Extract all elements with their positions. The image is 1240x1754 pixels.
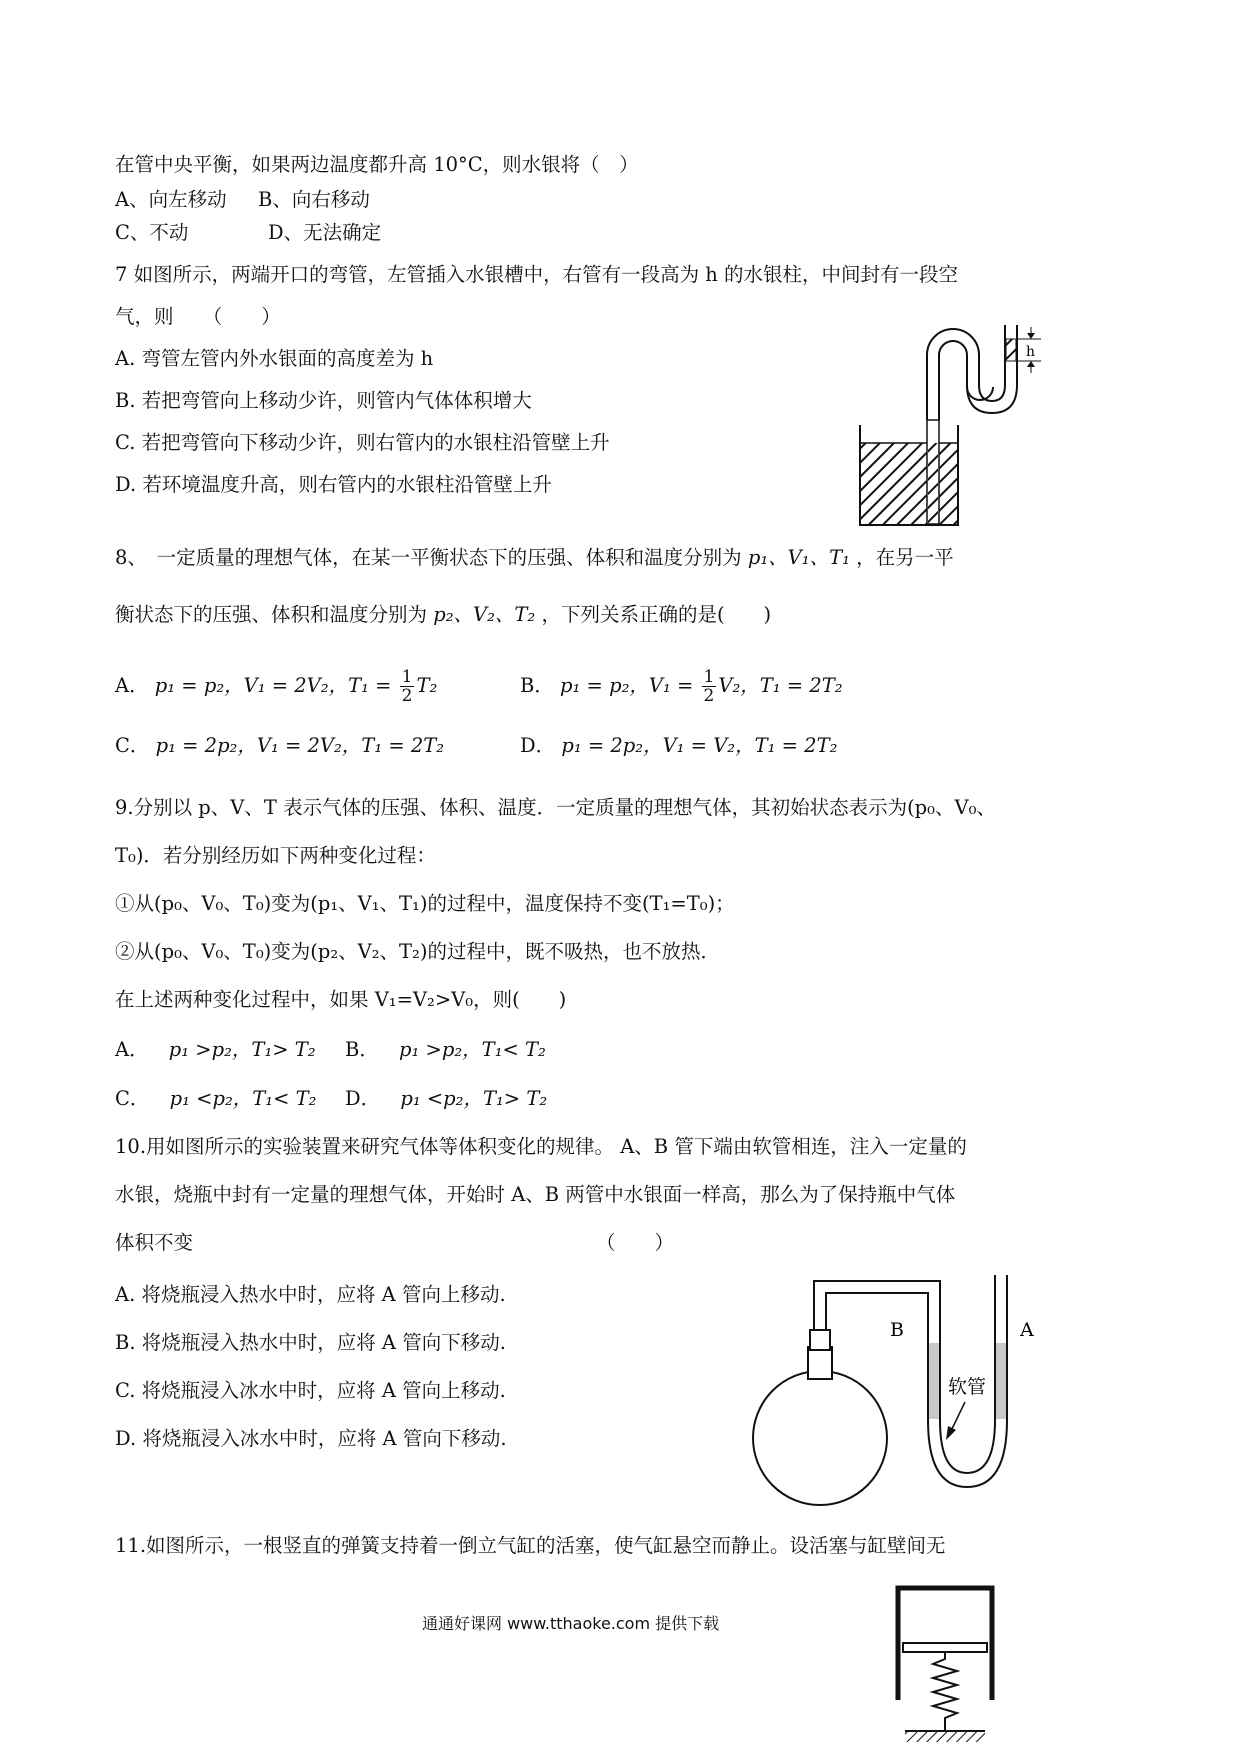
q11-stem-line1: 11.如图所示，一根竖直的弹簧支持着一倒立气缸的活塞，使气缸悬空而静止。设活塞与缸壁间无: [115, 1534, 946, 1557]
q10-fig-label-a: A: [1020, 1319, 1034, 1341]
q8-option-d-label: D．: [520, 734, 556, 757]
q9-option-d: [345, 1086, 547, 1112]
q8-option-d: [520, 733, 837, 759]
q9-option-c: [115, 1086, 316, 1112]
q9-option-a-label: A．: [115, 1038, 149, 1061]
q8-option-b: [520, 668, 843, 705]
q10-stem-line3: 体积不变: [115, 1231, 194, 1254]
q7-option-b: B. 若把弯管向上移动少许，则管内气体体积增大: [115, 389, 532, 412]
q9-option-b: [345, 1037, 546, 1063]
q7-option-a: A. 弯管左管内外水银面的高度差为 h: [115, 347, 434, 370]
q8-stem-text-4: ，下列关系正确的是( ): [541, 603, 772, 626]
q6-option-a: A、向左移动: [115, 188, 227, 211]
q8-option-a-label: A．: [115, 674, 149, 697]
q9-option-a-expr: p₁ >p₂，T₁> T₂: [168, 1038, 316, 1061]
q10-stem-line1: 10.用如图所示的实验装置来研究气体等体积变化的规律。 A、B 管下端由软管相连，注入一定量的: [115, 1135, 967, 1158]
q10-option-c: C. 将烧瓶浸入冰水中时，应将 A 管向上移动.: [115, 1379, 506, 1402]
q8-option-c-expr: p₁ = 2p₂，V₁ = 2V₂，T₁ = 2T₂: [155, 734, 445, 757]
q9-stem-line2: T₀)．若分别经历如下两种变化过程：: [115, 844, 436, 867]
q11-cylinder-spring-figure: [895, 1585, 1000, 1750]
q8-option-b-label: B．: [520, 674, 554, 697]
q7-option-c: C. 若把弯管向下移动少许，则右管内的水银柱沿管壁上升: [115, 431, 610, 454]
q7-option-d: D. 若环境温度升高，则右管内的水银柱沿管壁上升: [115, 473, 552, 496]
q10-fig-label-hose: 软管: [948, 1376, 987, 1398]
q6-option-b: B、向右移动: [258, 188, 370, 211]
q9-condition: 在上述两种变化过程中，如果 V₁=V₂>V₀，则( ): [115, 988, 567, 1011]
q9-process-2: ②从(p₀、V₀、T₀)变为(p₂、V₂、T₂)的过程中，既不吸热，也不放热．: [115, 940, 720, 963]
q6-option-c: C、不动: [115, 221, 189, 244]
q8-option-b-expr: p₁ = p₂，V₁ =: [560, 674, 694, 697]
q10-option-b: B. 将烧瓶浸入热水中时，应将 A 管向下移动.: [115, 1331, 506, 1354]
q9-option-a: [115, 1037, 316, 1063]
q9-option-d-label: D．: [345, 1087, 381, 1110]
q9-process-1: ①从(p₀、V₀、T₀)变为(p₁、V₁、T₁)的过程中，温度保持不变(T₁=T₀)；: [115, 892, 735, 915]
q8-stem-text-1: 8、 一定质量的理想气体，在某一平衡状态下的压强、体积和温度分别为: [115, 546, 742, 569]
q6-option-d: D、无法确定: [268, 221, 382, 244]
q8-stem-text-2: ，在另一平: [856, 546, 954, 569]
q9-option-b-label: B．: [345, 1038, 379, 1061]
q10-fig-label-b: B: [890, 1319, 904, 1341]
q9-option-c-label: C．: [115, 1087, 150, 1110]
q8-option-a-fraction: $\frac{1}{2}$: [401, 667, 413, 706]
q7-fig-label-h: h: [1026, 344, 1036, 360]
q10-option-d: D. 将烧瓶浸入冰水中时，应将 A 管向下移动.: [115, 1427, 507, 1450]
q10-answer-paren: （ ）: [596, 1231, 675, 1254]
q10-stem-line2: 水银，烧瓶中封有一定量的理想气体，开始时 A、B 两管中水银面一样高，那么为了保持瓶中气体: [115, 1183, 956, 1206]
q8-option-d-expr: p₁ = 2p₂，V₁ = V₂，T₁ = 2T₂: [561, 734, 838, 757]
q7-bent-tube-figure: [855, 325, 1045, 530]
q7-stem-line1: 7 如图所示，两端开口的弯管，左管插入水银槽中，右管有一段高为 h 的水银柱，中间封有一段空: [115, 263, 959, 286]
q7-stem-line2: 气，则 （ ）: [115, 305, 281, 328]
q6-stem: 在管中央平衡，如果两边温度都升高 10°C，则水银将（ ）: [115, 153, 639, 176]
page-footer: 通通好课网 www.tthaoke.com 提供下载: [422, 1614, 720, 1633]
q9-option-c-expr: p₁ <p₂，T₁< T₂: [169, 1087, 317, 1110]
q8-option-a: [115, 668, 437, 705]
q8-stem-line2: [115, 602, 771, 628]
q8-option-b-fraction: $\frac{1}{2}$: [703, 667, 715, 706]
q8-option-a-expr: p₁ = p₂，V₁ = 2V₂，T₁ =: [154, 674, 392, 697]
q10-option-a: A. 将烧瓶浸入热水中时，应将 A 管向上移动.: [115, 1283, 506, 1306]
q9-option-d-expr: p₁ <p₂，T₁> T₂: [400, 1087, 548, 1110]
q8-option-b-tail: V₂，T₁ = 2T₂: [718, 674, 843, 697]
q8-state2-vars: p₂、V₂、T₂: [433, 603, 536, 626]
q8-option-c: [115, 733, 444, 759]
q8-stem-text-3: 衡状态下的压强、体积和温度分别为: [115, 603, 428, 626]
q10-flask-apparatus-figure: [750, 1275, 1070, 1510]
q8-stem-line1: [115, 545, 954, 571]
q8-option-a-tail: T₂: [416, 674, 438, 697]
q8-option-c-label: C．: [115, 734, 150, 757]
q8-state1-vars: p₁、V₁、T₁: [747, 546, 850, 569]
q9-stem-line1: 9.分别以 p、V、T 表示气体的压强、体积、温度．一定质量的理想气体，其初始状态表示为(p₀、V₀、: [115, 796, 996, 819]
q9-option-b-expr: p₁ >p₂，T₁< T₂: [399, 1038, 546, 1061]
